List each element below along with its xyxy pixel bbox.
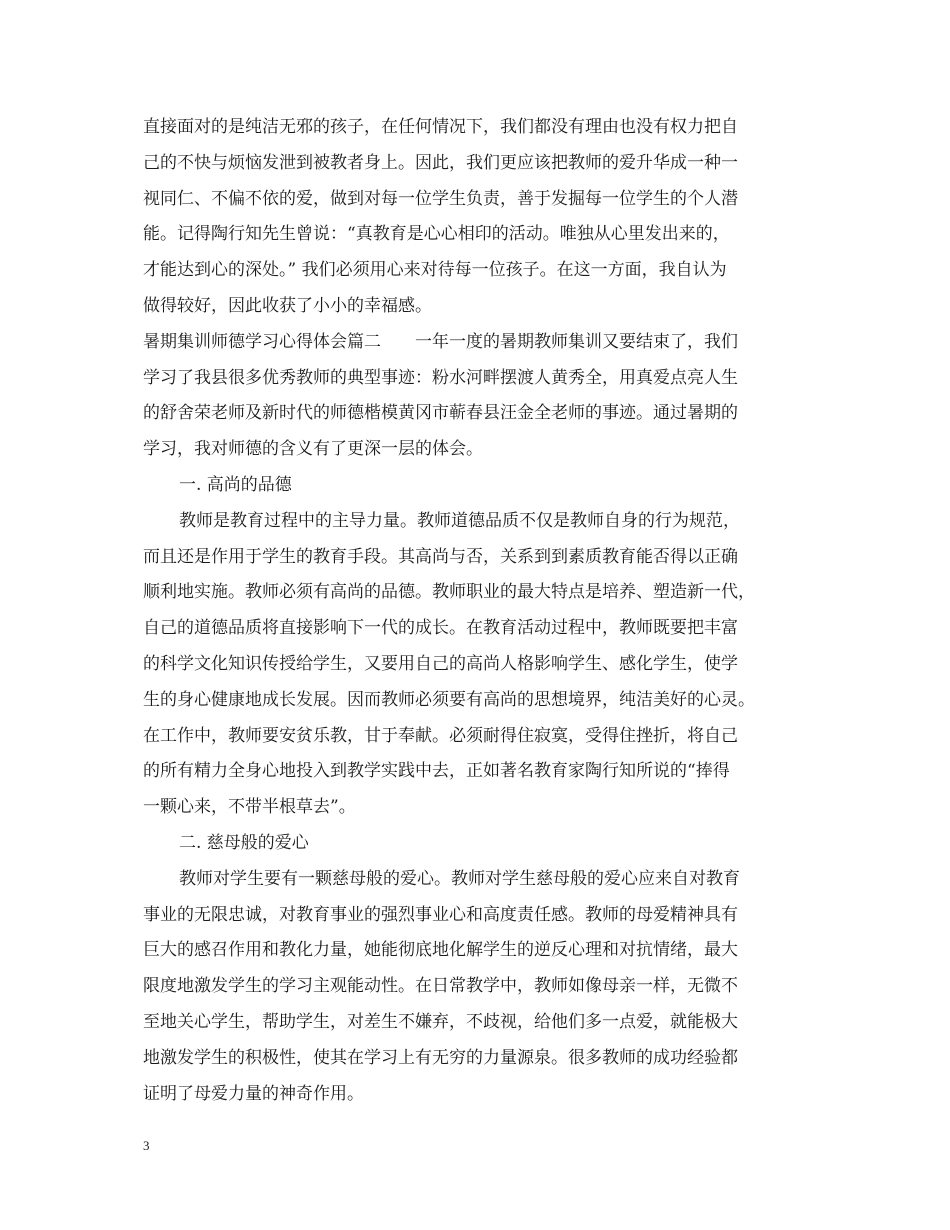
text-line: 己的不快与烦恼发泄到被教者身上。因此，我们更应该把教师的爱升华成一种一 [143, 152, 738, 173]
text-line: 至地关心学生，帮助学生，对差生不嫌弃，不歧视，给他们多一点爱，就能极大 [143, 1011, 738, 1032]
text-line: 一颗心来，不带半根草去”。 [143, 797, 356, 818]
text-line: 一. 高尚的品德 [179, 474, 292, 495]
text-line: 的所有精力全身心地投入到教学实践中去，正如著名教育家陶行知所说的“捧得 [143, 761, 730, 782]
text-line: 限度地激发学生的学习主观能动性。在日常教学中，教师如像母亲一样，无微不 [143, 976, 738, 997]
text-line: 事业的无限忠诚，对教育事业的强烈事业心和高度责任感。教师的母爱精神具有 [143, 904, 738, 925]
text-line: 而且还是作用于学生的教育手段。其高尚与否，关系到到素质教育能否得以正确 [143, 546, 738, 567]
text-line: 暑期集训师德学习心得体会篇二 一年一度的暑期教师集训又要结束了，我们 [143, 331, 738, 352]
document-body [143, 110, 823, 1112]
text-line: 生的身心健康地成长发展。因而教师必须要有高尚的思想境界，纯洁美好的心灵。 [143, 689, 755, 710]
text-line: 做得较好，因此收获了小小的幸福感。 [143, 295, 432, 316]
text-line: 二. 慈母般的爱心 [179, 832, 309, 853]
text-line: 顺利地实施。教师必须有高尚的品德。教师职业的最大特点是培养、塑造新一代， [143, 582, 755, 603]
text-line: 视同仁、不偏不依的爱，做到对每一位学生负责，善于发掘每一位学生的个人潜 [143, 188, 738, 209]
text-line: 的舒舍荣老师及新时代的师德楷模黄冈市蕲春县汪金全老师的事迹。通过暑期的 [143, 403, 738, 424]
text-line: 能。记得陶行知先生曾说：“真教育是心心相印的活动。唯独从心里发出来的， [143, 224, 730, 245]
text-line: 在工作中，教师要安贫乐教，甘于奉献。必须耐得住寂寞，受得住挫折，将自己 [143, 725, 738, 746]
text-line: 学习，我对师德的含义有了更深一层的体会。 [143, 439, 483, 460]
text-line: 巨大的感召作用和教化力量，她能彻底地化解学生的逆反心理和对抗情绪，最大 [143, 940, 738, 961]
text-line: 才能达到心的深处。” 我们必须用心来对待每一位孩子。在这一方面，我自认为 [143, 260, 727, 281]
page-number: 3 [143, 1138, 150, 1153]
text-line: 自己的道德品质将直接影响下一代的成长。在教育活动过程中，教师既要把丰富 [143, 618, 738, 639]
text-line: 直接面对的是纯洁无邪的孩子，在任何情况下，我们都没有理由也没有权力把自 [143, 117, 738, 137]
text-line: 教师对学生要有一颗慈母般的爱心。教师对学生慈母般的爱心应来自对教育 [179, 868, 740, 889]
text-line: 的科学文化知识传授给学生，又要用自己的高尚人格影响学生、感化学生，使学 [143, 653, 738, 674]
text-line: 地激发学生的积极性，使其在学习上有无穷的力量源泉。很多教师的成功经验都 [143, 1047, 738, 1068]
text-line: 学习了我县很多优秀教师的典型事迹：粉水河畔摆渡人黄秀全，用真爱点亮人生 [143, 367, 738, 388]
text-line: 教师是教育过程中的主导力量。教师道德品质不仅是教师自身的行为规范， [179, 510, 740, 531]
text-line: 证明了母爱力量的神奇作用。 [143, 1083, 364, 1104]
